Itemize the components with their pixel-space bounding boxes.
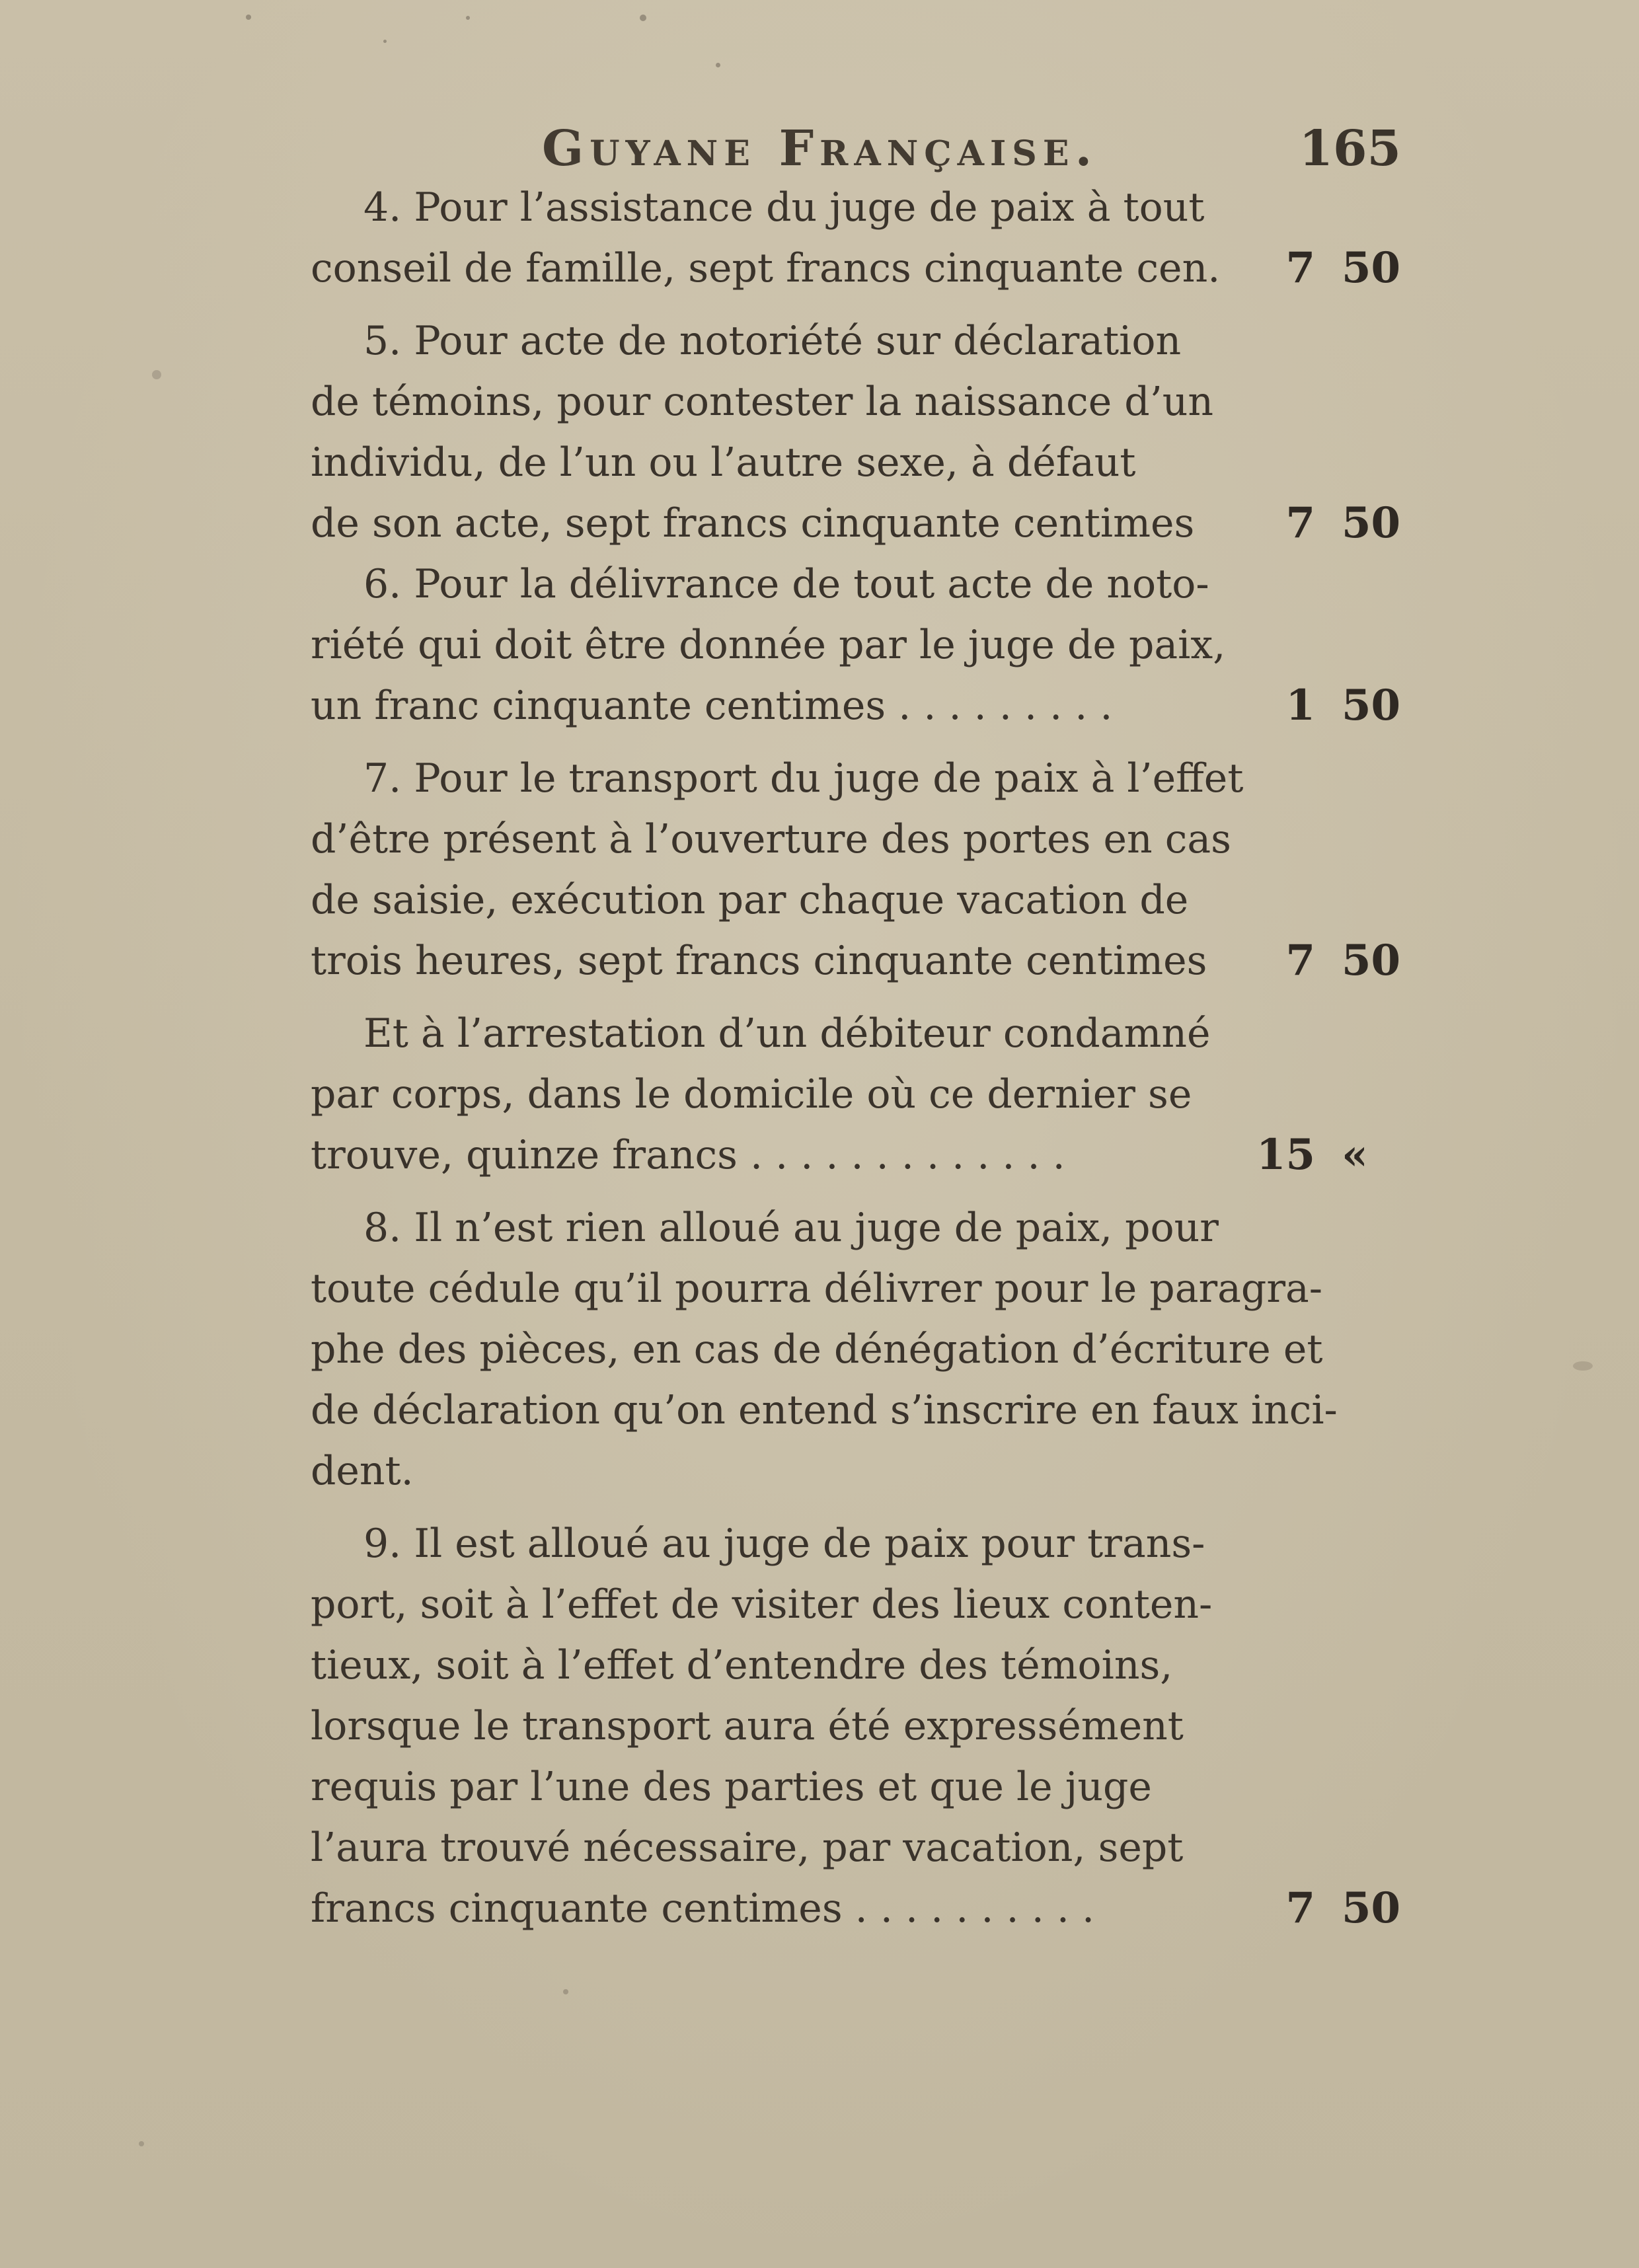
line-text: toute cédule qu’il pourra délivrer pour le paragra- [311, 1266, 1323, 1312]
line-text: 5. Pour acte de notoriété sur déclaration [363, 318, 1182, 364]
text-line [311, 1757, 1401, 1817]
text-line [311, 675, 1401, 736]
paper-speck [152, 370, 161, 379]
paper-speck [640, 15, 646, 21]
line-text: de témoins, pour contester la naissance d’un [311, 379, 1214, 425]
text-line [311, 554, 1401, 615]
text-line [311, 1635, 1401, 1696]
text-line [311, 1696, 1401, 1757]
paper-speck [716, 63, 720, 67]
line-text: francs cinquante centimes . . . . . . . . . . [311, 1885, 1095, 1932]
line-text: de déclaration qu’on entend s’inscrire en faux inci- [311, 1387, 1338, 1433]
line-text: par corps, dans le domicile où ce dernier se [311, 1071, 1192, 1117]
amount-francs: 7 [1285, 243, 1315, 293]
text-line [311, 1319, 1401, 1380]
text-line [311, 1513, 1401, 1574]
amount-francs: 15 [1256, 1130, 1315, 1180]
text-line [311, 1441, 1401, 1501]
amount-centimes: 50 [1342, 1883, 1401, 1933]
line-text: 8. Il n’est rien alloué au juge de paix, pour [363, 1205, 1219, 1251]
line-text: d’être présent à l’ouverture des portes en cas [311, 816, 1231, 862]
paper-speck [1573, 1361, 1593, 1371]
amount-centimes: 50 [1342, 936, 1401, 985]
paper-speck [383, 40, 387, 43]
paragraph-gap [311, 1501, 1401, 1513]
line-text: 7. Pour le transport du juge de paix à l’effet [363, 755, 1244, 802]
text-line [311, 1064, 1401, 1125]
text-line [311, 311, 1401, 371]
line-text: lorsque le transport aura été expressément [311, 1703, 1184, 1749]
text-line [311, 615, 1401, 675]
line-text: phe des pièces, en cas de dénégation d’écriture et [311, 1326, 1323, 1373]
line-text: un franc cinquante centimes . . . . . . . . . [311, 683, 1113, 729]
line-text: requis par l’une des parties et que le juge [311, 1764, 1152, 1810]
paragraph-gap [311, 991, 1401, 1003]
amount-francs: 7 [1285, 936, 1315, 985]
line-text: dent. [311, 1448, 414, 1494]
line-text: Et à l’arrestation d’un débiteur condamné [363, 1010, 1211, 1057]
line-text: 9. Il est alloué au juge de paix pour trans- [363, 1521, 1205, 1567]
text-line [311, 432, 1401, 493]
text-line [311, 1574, 1401, 1635]
text-line [311, 1125, 1401, 1186]
amount-francs: 7 [1285, 498, 1315, 548]
line-text: trouve, quinze francs . . . . . . . . . . . . . [311, 1132, 1065, 1178]
amount-centimes: « [1342, 1130, 1368, 1180]
page-number: 165 [1299, 120, 1401, 177]
amount-centimes: 50 [1342, 498, 1401, 548]
text-line [311, 870, 1401, 930]
paragraph-gap [311, 1186, 1401, 1197]
paper-speck [563, 1989, 568, 1994]
amount-centimes: 50 [1342, 243, 1401, 293]
text-line [311, 748, 1401, 809]
line-text: riété qui doit être donnée par le juge de paix, [311, 622, 1226, 668]
text-line [311, 1878, 1401, 1939]
paper-speck [139, 2141, 144, 2146]
paper-speck [466, 16, 470, 20]
text-line [311, 1258, 1401, 1319]
paragraph-gap [311, 299, 1401, 311]
text-line [311, 930, 1401, 991]
line-text: de son acte, sept francs cinquante centimes [311, 500, 1195, 547]
text-line [311, 1817, 1401, 1878]
line-text: 6. Pour la délivrance de tout acte de noto- [363, 561, 1209, 607]
amount-centimes: 50 [1342, 681, 1401, 730]
paper-speck [246, 15, 251, 20]
text-line [311, 493, 1401, 554]
line-text: trois heures, sept francs cinquante centimes [311, 938, 1207, 984]
text-line [311, 1197, 1401, 1258]
text-line [311, 371, 1401, 432]
text-line [311, 1380, 1401, 1441]
line-text: 4. Pour l’assistance du juge de paix à tout [363, 184, 1205, 231]
fee-schedule-text [311, 177, 1401, 1939]
line-text: tieux, soit à l’effet d’entendre des témoins, [311, 1642, 1173, 1688]
amount-francs: 1 [1285, 681, 1315, 730]
line-text: port, soit à l’effet de visiter des lieux conten- [311, 1581, 1213, 1628]
line-text: de saisie, exécution par chaque vacation de [311, 877, 1189, 923]
text-line [311, 238, 1401, 299]
text-line [311, 177, 1401, 238]
line-text: l’aura trouvé nécessaire, par vacation, sept [311, 1825, 1184, 1871]
paragraph-gap [311, 736, 1401, 748]
running-title: Guyane Française. [542, 120, 1098, 177]
text-line [311, 809, 1401, 870]
line-text: individu, de l’un ou l’autre sexe, à défaut [311, 439, 1136, 486]
text-line [311, 1003, 1401, 1064]
line-text: conseil de famille, sept francs cinquante cen. [311, 245, 1221, 291]
amount-francs: 7 [1285, 1883, 1315, 1933]
